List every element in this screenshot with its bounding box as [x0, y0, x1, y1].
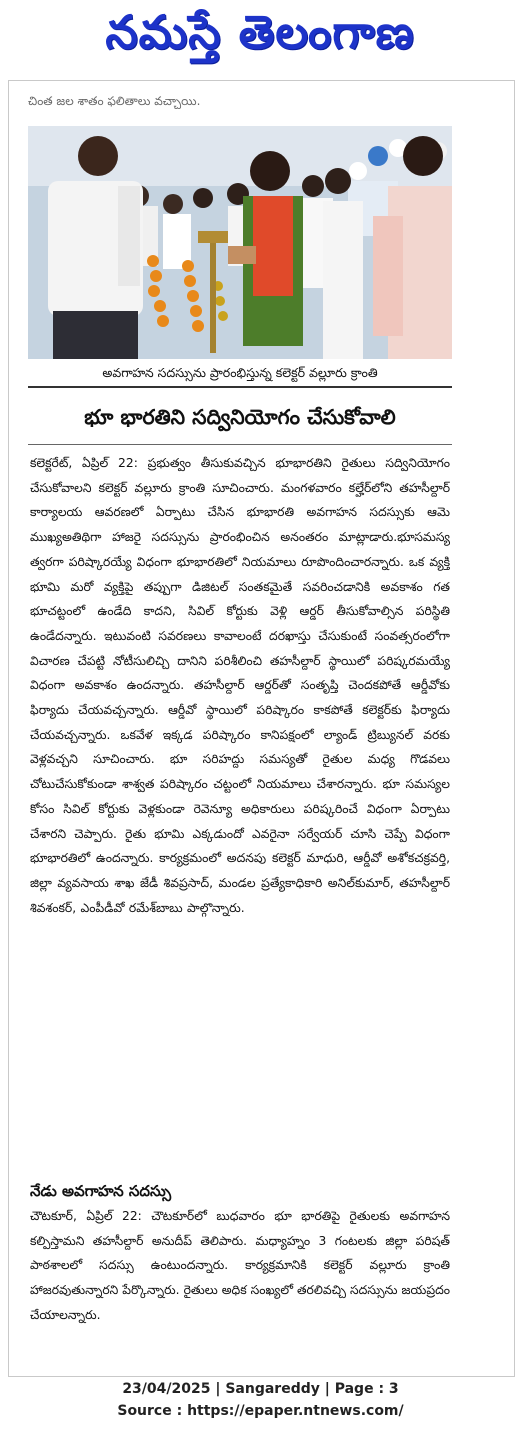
article-subheading: నేడు అవగాహన సదస్సు: [30, 1182, 172, 1200]
article-paragraph: చౌటకూర్, ఏప్రిల్ 22: చౌటకూర్‌లో బుధవారం భూ భారతిపై రైతులకు అవగాహన కల్పిస్తామని తహసీల్దార్ అనుదీప్ తెలిపారు. మధ్యాహ్నం 3 గంటలకు జిల్లా పరిషత్ పాఠశాలలో సదస్సు ఉంటుందన్నారు. కార్యక్రమానికి కలెక్టర్ వల్లూరు క్రాంతి హాజరవుతున్నారని పేర్కొన్నారు. రైతులు అధిక సంఖ్యలో తరలివచ్చి సదస్సును జయప్రదం చేయాలన్నారు.: [30, 1209, 450, 1322]
page-footer: [0, 1378, 521, 1428]
edition-info: 23/04/2025 | Sangareddy | Page : 3: [122, 1381, 399, 1397]
article-body: [30, 451, 450, 920]
article-body-secondary: [30, 1204, 450, 1328]
photo-caption: అవగాహన సదస్సును ప్రారంభిస్తున్న కలెక్టర్ వల్లూరు క్రాంతి: [102, 365, 378, 380]
divider: [28, 386, 452, 388]
divider: [28, 444, 452, 445]
article-paragraph: కలెక్టరేట్, ఏప్రిల్ 22: ప్రభుత్వం తీసుకువచ్చిన భూభారతిని రైతులు సద్వినియోగం చేసుకోవాలని కలెక్టర్ వల్లూరు క్రాంతి సూచించారు. మంగళవారం కల్హేర్‌లోని తహసీల్దార్ కార్యాలయ ఆవరణలో ఏర్పాటు చేసిన భూభారతి అవగాహన సదస్సుకు ఆమె ముఖ్యఅతిథిగా హాజరై సదస్సును ప్రారంభించిన అనంతరం మాట్లాడారు.భూసమస్య త్వరగా పరిష్కారయ్యే విధంగా భూభారతిలో నియమాలు రూపొందించారన్నారు. ఒక వ్యక్తి భూమి మరో వ్యక్తిపై తప్పుగా డిజిటల్ సంతకమైతే సవరించడానికి అవకాశం గత భూచట్టంలో ఉండేది కాదని, సివిల్ కోర్టుకు వెళ్లి ఆర్డర్ తీసుకోవాల్సిన పరిస్థితి ఉండేదన్నారు. ఇటువంటి సవరణలు కావాలంటే దరఖాస్తు చేసుకుంటే సంవత్సరంలోగా విచారణ చేపట్టి నోటీసులిచ్చి దానిని పరిశీలించి తహసీల్దార్ స్థాయిలో పరిష్కరమయ్యే విధంగా అవకాశం ఉందన్నారు. తహసీల్దార్ ఆర్డర్‌తో సంతృప్తి చెందకపోతే ఆర్డీవోకు ఫిర్యాదు చేయవచ్చన్నారు. ఆర్డీవో స్థాయిలో పరిష్కారం కాకపోతే కలెక్టర్‌కు ఫిర్యాదు చేయవచ్చన్నారు. ఒకవేళ ఇక్కడ పరిష్కారం కానిపక్షంలో ల్యాండ్ ట్రిబ్యునల్ వరకు వెళ్లవచ్చని సూచించారు. భూ సరిహద్దు సమస్యతో రైతుల మధ్య గొడవలు చోటుచేసుకోకుండా శాశ్వత పరిష్కారం చట్టంలో నియమాలు చేశారన్నారు. భూ సమస్యల కోసం సివిల్ కోర్టుకు వెళ్లకుండా రెవెన్యూ అధికారులు పరిష్కరించే విధంగా ఏర్పాటు చేశారని చెప్పారు. రైతు భూమి ఎక్కడుందో ఎవరైనా సర్వేయర్ చూసి చెప్పే విధంగా భూభారతిలో ఉందన్నారు. కార్యక్రమంలో అదనపు కలెక్టర్ మాధురి, ఆర్డీవో అశోకచక్రవర్తి, జిల్లా వ్యవసాయ శాఖ జేడీ శివప్రసాద్, మండల ప్రత్యేకాధికారి అనిల్‌కుమార్, తహసీల్దార్ శివశంకర్, ఎంపీడీవో రమేశ్‌బాబు పాల్గొన్నారు.: [30, 456, 450, 915]
previous-article-snippet: చింత జల శాతం ఫలితాలు వచ్చాయి.: [28, 94, 201, 108]
article-photo: [28, 126, 452, 359]
masthead-title: నమస్తే తెలంగాణ: [105, 5, 415, 59]
source-link[interactable]: Source : https://epaper.ntnews.com/: [117, 1403, 404, 1419]
article-headline: భూ భారతిని సద్వినియోగం చేసుకోవాలి: [84, 405, 396, 429]
event-photo-illustration: [28, 126, 452, 359]
